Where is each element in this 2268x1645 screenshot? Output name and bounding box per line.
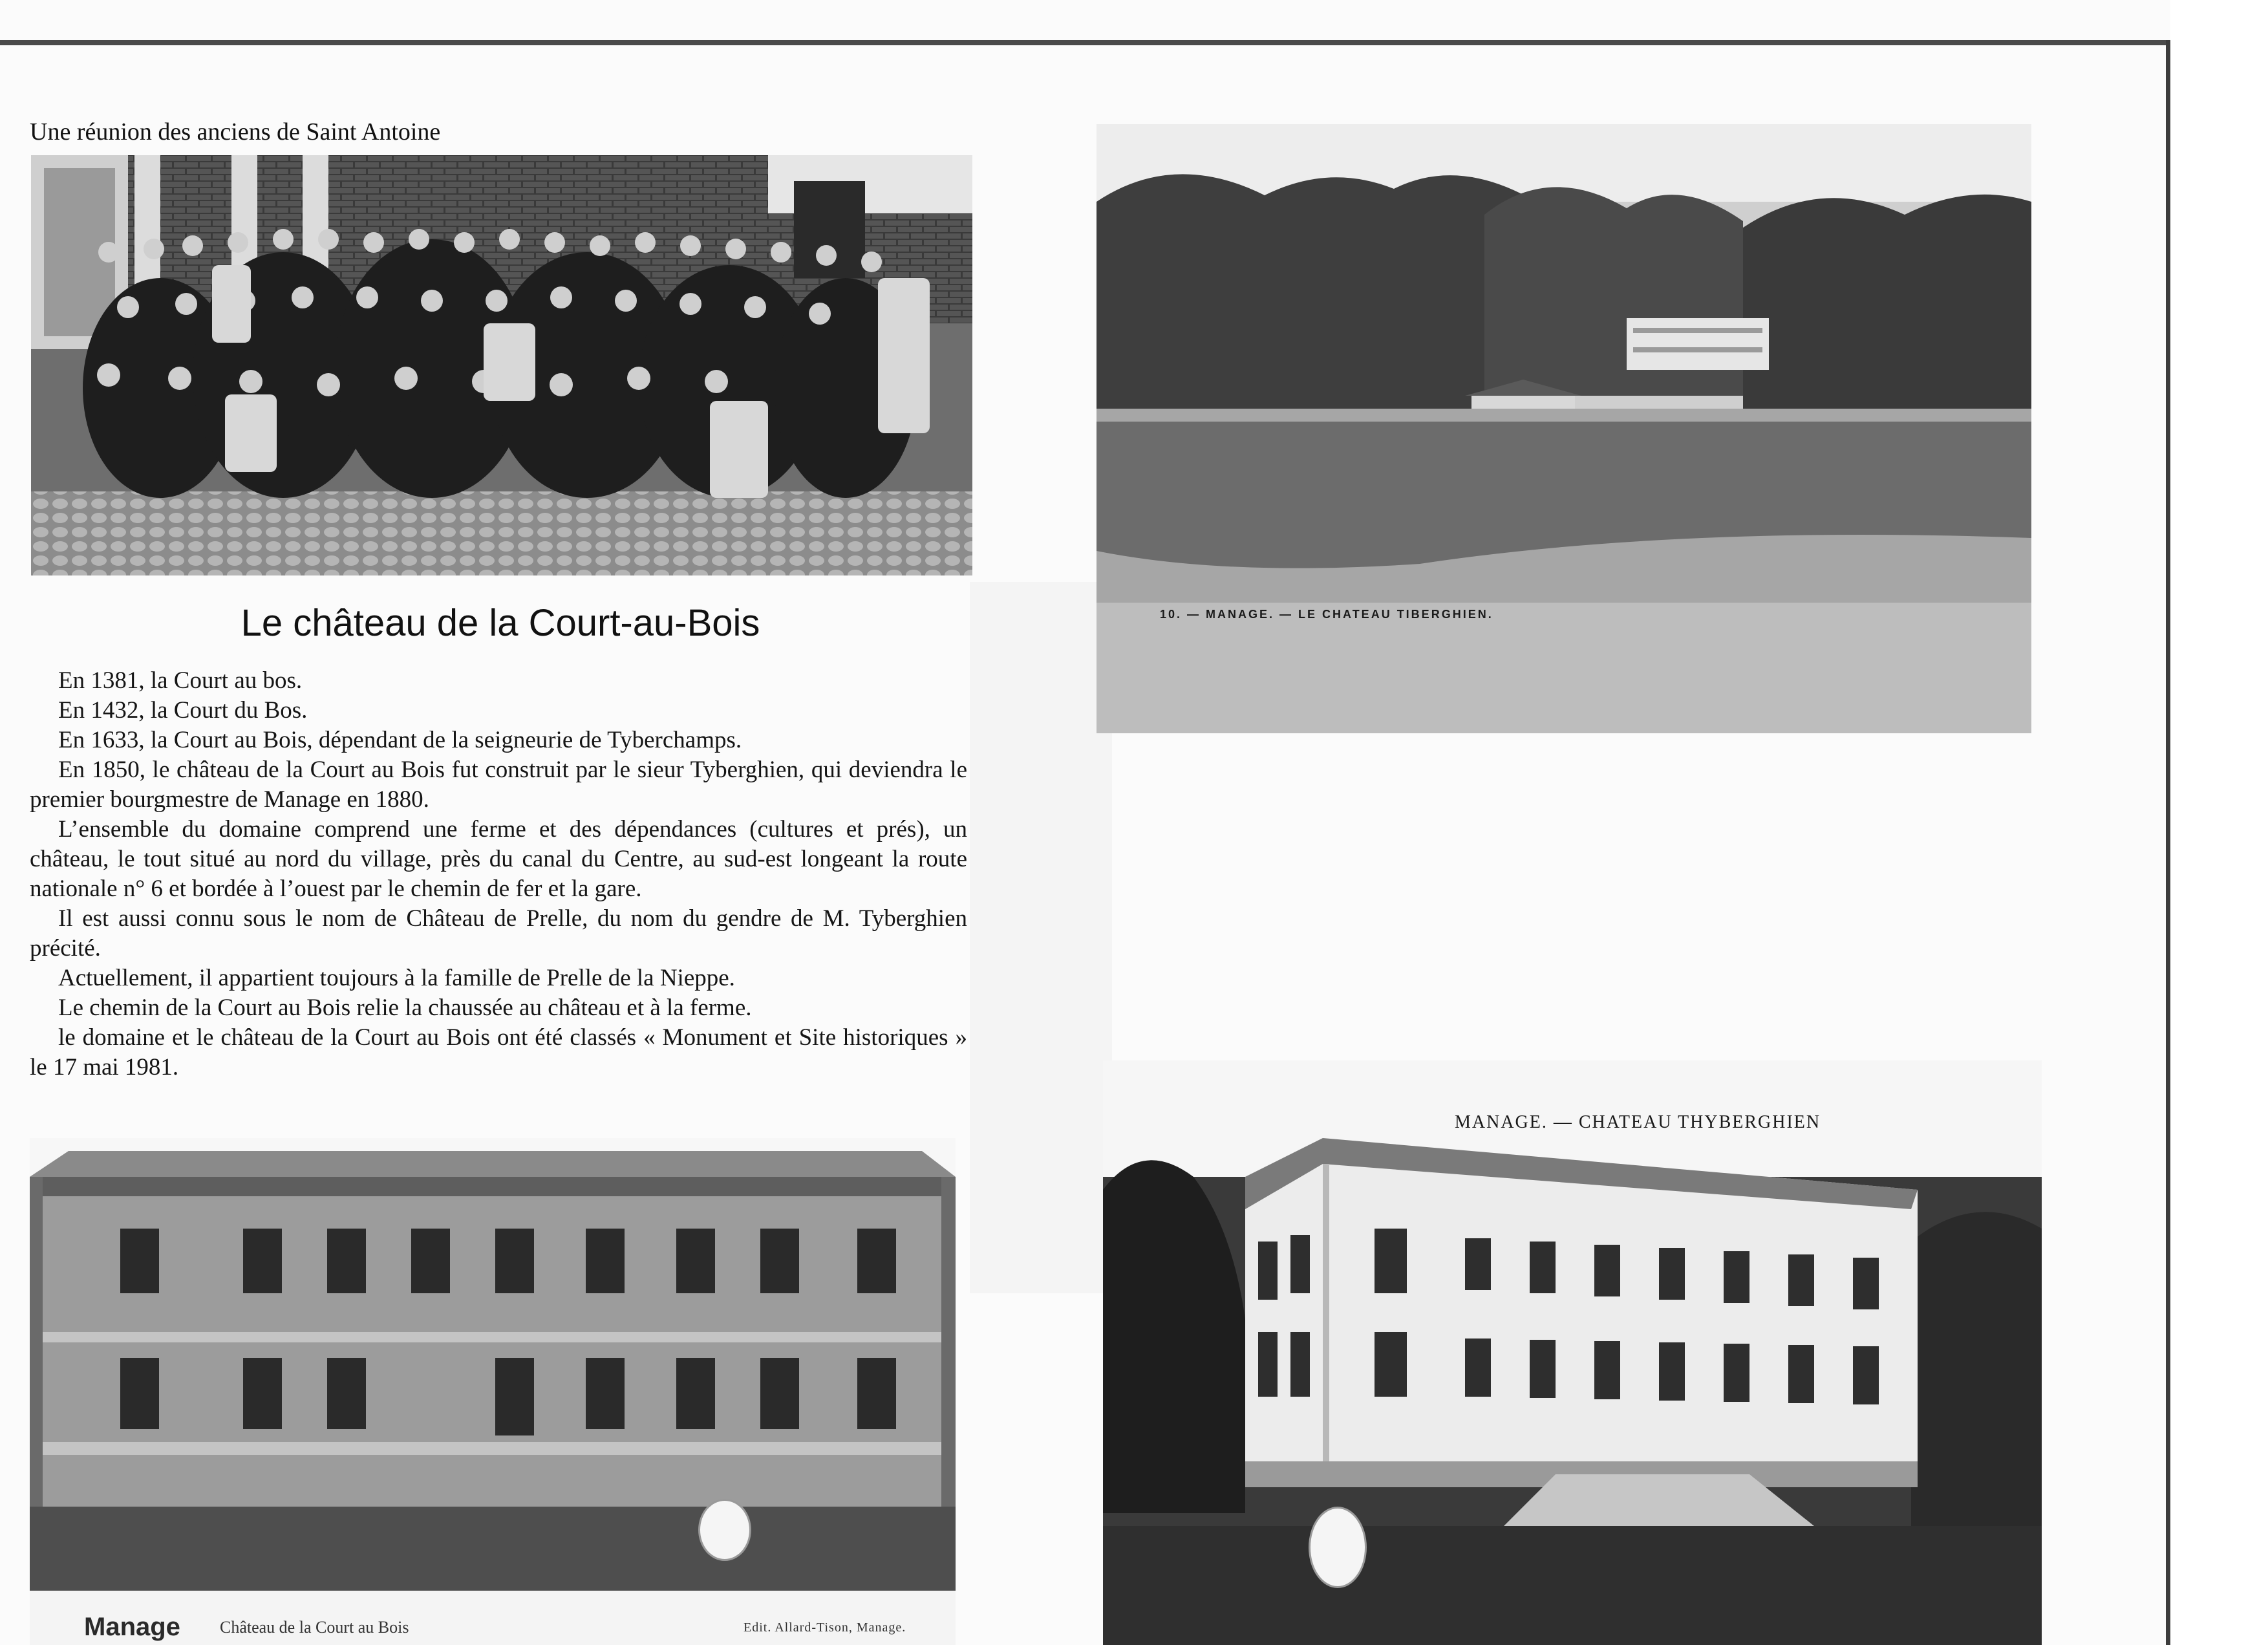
- article-paragraph: Le chemin de la Court au Bois relie la chaussée au château et à la ferme.: [58, 995, 752, 1021]
- chateau-postcard-left: [30, 1138, 956, 1645]
- article-paragraph: Actuellement, il appartient toujours à la famille de Prelle de la Nieppe.: [58, 965, 735, 991]
- page-top-edge: [0, 40, 2169, 45]
- article-paragraph: En 1850, le château de la Court au Bois fut construit par le sieur Tyberghien, qui deviendra le premier bourgmestre de Manage en 1880.: [30, 757, 967, 813]
- article-paragraph: Il est aussi connu sous le nom de Château de Prelle, du nom du gendre de M. Tyberghien précité.: [30, 905, 967, 962]
- group-photo: [31, 155, 972, 575]
- right-postcard-caption: MANAGE. — CHATEAU THYBERGHIEN: [1455, 1112, 1821, 1132]
- pond-postcard-caption: 10. — MANAGE. — LE CHATEAU TIBERGHIEN.: [1160, 608, 1493, 621]
- postcard-town-label: Manage: [84, 1613, 180, 1641]
- scanner-background: [2170, 0, 2268, 1645]
- page-right-edge: [2166, 40, 2170, 1645]
- chateau-postcard-right: [1103, 1060, 2042, 1645]
- postcard-title-label: Château de la Court au Bois: [220, 1618, 409, 1637]
- punch-hole: [1309, 1507, 1367, 1588]
- postcard-editor-label: Edit. Allard-Tison, Manage.: [744, 1620, 906, 1635]
- article-paragraph: le domaine et le château de la Court au Bois ont été classés « Monument et Site historiques » le 17 mai 1981.: [30, 1024, 967, 1081]
- article-paragraph: En 1633, la Court au Bois, dépendant de la seigneurie de Tyberchamps.: [58, 727, 742, 753]
- group-photo-caption: Une réunion des anciens de Saint Antoine: [30, 118, 441, 145]
- article-title: Le château de la Court-au-Bois: [241, 602, 760, 644]
- article-body: [30, 666, 967, 1082]
- punch-hole: [698, 1499, 751, 1561]
- article-paragraph: L’ensemble du domaine comprend une ferme et des dépendances (cultures et prés), un château, le tout situé au nord du village, près du canal du Centre, au sud-est longeant la route nationale n° 6 et bordée à l’ouest par le chemin de fer et la gare.: [30, 816, 967, 902]
- bleed-through-shadow: [970, 582, 1112, 1293]
- article-paragraph: En 1432, la Court du Bos.: [58, 697, 308, 724]
- article-paragraph: En 1381, la Court au bos.: [58, 667, 303, 694]
- pond-postcard: [1097, 124, 2031, 733]
